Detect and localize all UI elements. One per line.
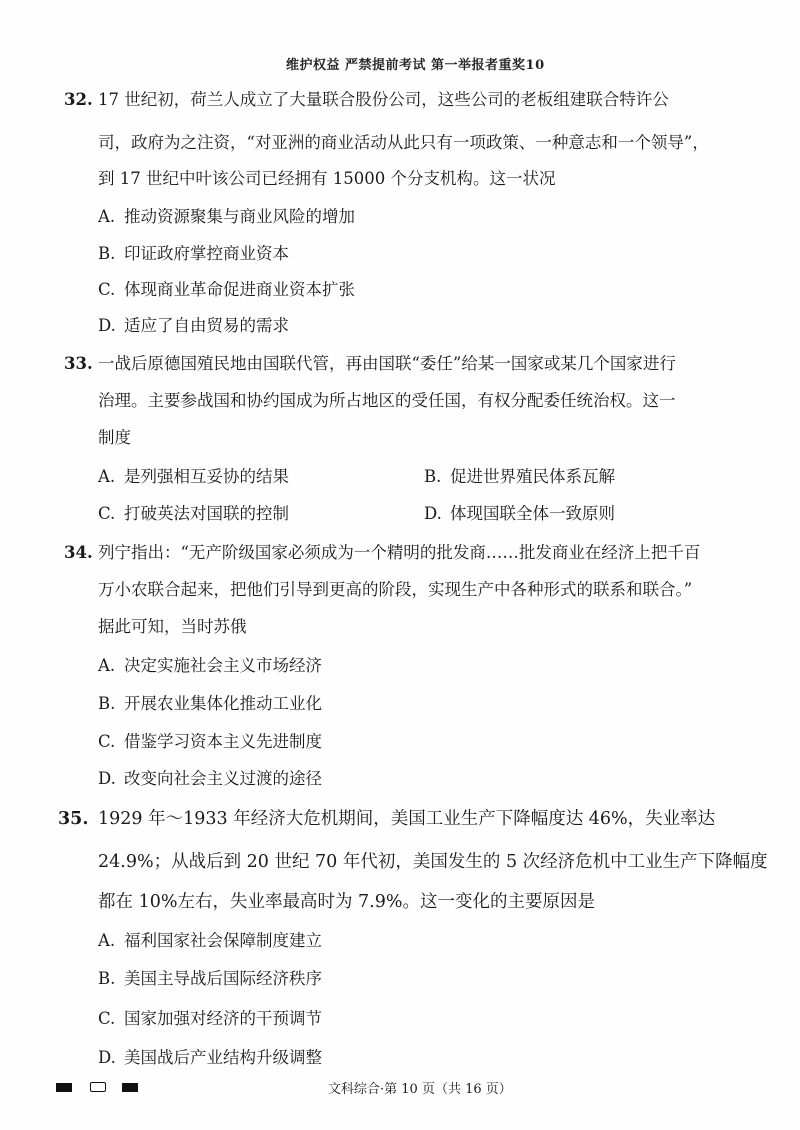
question-35-option-b: B. 美国主导战后国际经济秩序 <box>98 969 322 988</box>
question-34-option-d: D. 改变向社会主义过渡的途径 <box>98 769 322 788</box>
question-35-option-d: D. 美国战后产业结构升级调整 <box>98 1048 322 1067</box>
question-32-option-c: C. 体现商业革命促进商业资本扩张 <box>98 280 355 299</box>
question-34-option-b: B. 开展农业集体化推动工业化 <box>98 694 322 713</box>
empty-square-icon <box>90 1082 106 1092</box>
question-35-line-3: 都在 10%左右，失业率最高时为 7.9%。这一变化的主要原因是 <box>98 892 595 912</box>
question-33-option-b: B. 促进世界殖民体系瓦解 <box>424 467 615 486</box>
question-34-line-2: 万小农联合起来，把他们引导到更高的阶段，实现生产中各种形式的联系和联合。” <box>98 580 693 599</box>
question-35-line-2: 24.9%；从战后到 20 世纪 70 年代初，美国发生的 5 次经济危机中工业生产下降幅度 <box>98 852 768 872</box>
question-32-option-b: B. 印证政府掌控商业资本 <box>98 244 289 263</box>
question-32-line-1: 32. 17 世纪初，荷兰人成立了大量联合股份公司，这些公司的老板组建联合特许公 <box>64 90 669 109</box>
question-33-option-a: A. 是列强相互妥协的结果 <box>98 467 289 486</box>
question-32-option-a: A. 推动资源聚集与商业风险的增加 <box>98 207 355 226</box>
question-33-line-3: 制度 <box>98 428 131 447</box>
filled-square-icon <box>122 1083 138 1092</box>
question-32-option-d: D. 适应了自由贸易的需求 <box>98 316 289 335</box>
question-33-option-c: C. 打破英法对国联的控制 <box>98 504 289 523</box>
page-header: 维护权益 严禁提前考试 第一举报者重奖10 <box>286 58 545 73</box>
question-33-option-d: D. 体现国联全体一致原则 <box>424 504 615 523</box>
question-33-line-1: 33. 一战后原德国殖民地由国联代管，再由国联“委任”给某一国家或某几个国家进行 <box>64 354 676 373</box>
page-footer: 文科综合·第 10 页（共 16 页） <box>328 1082 512 1097</box>
question-32-line-2: 司，政府为之注资，“对亚洲的商业活动从此只有一项政策、一种意志和一个领导”， <box>98 133 709 152</box>
question-34-line-3: 据此可知，当时苏俄 <box>98 617 247 636</box>
question-35-option-a: A. 福利国家社会保障制度建立 <box>98 931 322 950</box>
question-35-line-1: 35. 1929 年～1933 年经济大危机期间，美国工业生产下降幅度达 46%，失业率达 <box>58 809 716 829</box>
question-number: 34. <box>64 543 93 562</box>
question-number: 33. <box>64 354 93 373</box>
question-34-option-a: A. 决定实施社会主义市场经济 <box>98 656 322 675</box>
question-number: 35. <box>58 809 89 829</box>
question-number: 32. <box>64 90 93 109</box>
question-34-line-1: 34. 列宁指出：“无产阶级国家必须成为一个精明的批发商……批发商业在经济上把千百 <box>64 543 701 562</box>
question-34-option-c: C. 借鉴学习资本主义先进制度 <box>98 732 322 751</box>
question-35-option-c: C. 国家加强对经济的干预调节 <box>98 1009 322 1028</box>
question-33-line-2: 治理。主要参战国和协约国成为所占地区的受任国，有权分配委任统治权。这一 <box>98 391 676 410</box>
filled-square-icon <box>56 1083 72 1092</box>
question-32-line-3: 到 17 世纪中叶该公司已经拥有 15000 个分支机构。这一状况 <box>98 169 556 188</box>
